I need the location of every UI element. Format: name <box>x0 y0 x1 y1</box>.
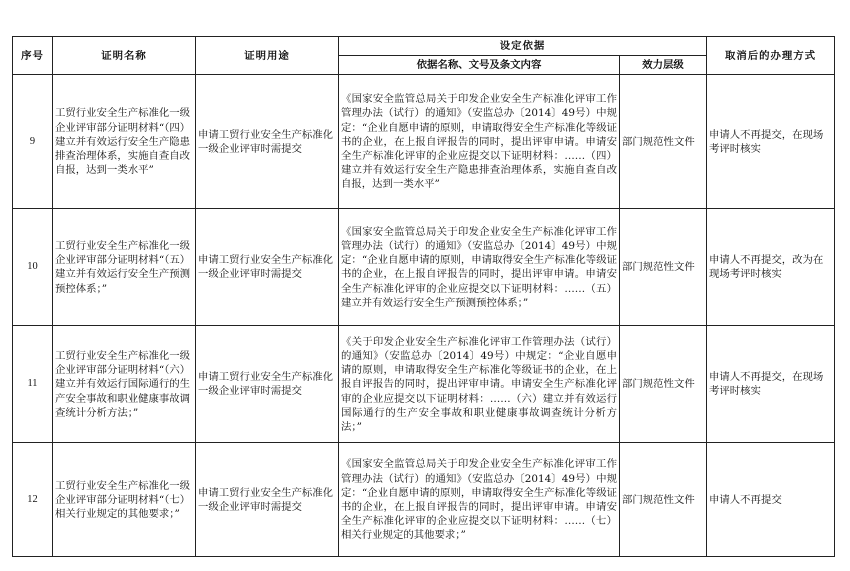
row-level: 部门规范性文件 <box>620 443 707 557</box>
row-purpose: 申请工贸行业安全生产标准化一级企业评审时需提交 <box>196 326 339 443</box>
row-name: 工贸行业安全生产标准化一级企业评审部分证明材料“（五）建立并有效运行安全生产预测预控体系；” <box>53 209 196 326</box>
row-level: 部门规范性文件 <box>620 326 707 443</box>
table-row <box>13 326 835 443</box>
header-basis-content: 依据名称、文号及条文内容 <box>339 56 620 75</box>
header-purpose: 证明用途 <box>196 37 339 75</box>
header-effect-level: 效力层级 <box>620 56 707 75</box>
row-handling: 申请人不再提交，改为在现场考评时核实 <box>707 209 835 326</box>
row-level: 部门规范性文件 <box>620 75 707 209</box>
header-basis-group: 设定依据 <box>339 37 707 56</box>
header-seq: 序号 <box>13 37 53 75</box>
row-seq: 10 <box>13 209 53 326</box>
row-handling: 申请人不再提交 <box>707 443 835 557</box>
row-basis: 《国家安全监管总局关于印发企业安全生产标准化评审工作管理办法（试行）的通知》（安监总办〔2014〕49号）中规定：“企业自愿申请的原则，申请取得安全生产标准化等级证书的企业，在上报自评报告的同时，提出评审申请。申请安全生产标准化评审的企业应提交以下证明材料：……（五）建立并有效运行安全生产预测预控体系；” <box>339 209 620 326</box>
row-basis: 《国家安全监管总局关于印发企业安全生产标准化评审工作管理办法（试行）的通知》（安监总办〔2014〕49号）中规定：“企业自愿申请的原则，申请取得安全生产标准化等级证书的企业，在上报自评报告的同时，提出评审申请。申请安全生产标准化评审的企业应提交以下证明材料：……（四）建立并有效运行安全生产隐患排查治理体系，实施自查自改自报，达到一类水平” <box>339 75 620 209</box>
row-handling: 申请人不再提交，在现场考评时核实 <box>707 326 835 443</box>
row-name: 工贸行业安全生产标准化一级企业评审部分证明材料“（四）建立并有效运行安全生产隐患排查治理体系，实施自查自改自报，达到一类水平” <box>53 75 196 209</box>
row-handling: 申请人不再提交，在现场考评时核实 <box>707 75 835 209</box>
table-row <box>13 75 835 209</box>
row-level: 部门规范性文件 <box>620 209 707 326</box>
header-name: 证明名称 <box>53 37 196 75</box>
row-seq: 11 <box>13 326 53 443</box>
certificate-table <box>12 36 835 557</box>
row-name: 工贸行业安全生产标准化一级企业评审部分证明材料“（六）建立并有效运行国际通行的生产安全事故和职业健康事故调查统计分析方法；” <box>53 326 196 443</box>
row-seq: 12 <box>13 443 53 557</box>
row-purpose: 申请工贸行业安全生产标准化一级企业评审时需提交 <box>196 209 339 326</box>
table-row <box>13 443 835 557</box>
row-purpose: 申请工贸行业安全生产标准化一级企业评审时需提交 <box>196 443 339 557</box>
table-row <box>13 209 835 326</box>
row-basis: 《国家安全监管总局关于印发企业安全生产标准化评审工作管理办法（试行）的通知》（安监总办〔2014〕49号）中规定：“企业自愿申请的原则，申请取得安全生产标准化等级证书的企业，在上报自评报告的同时，提出评审申请。申请安全生产标准化评审的企业应提交以下证明材料：……（七）相关行业规定的其他要求；” <box>339 443 620 557</box>
row-seq: 9 <box>13 75 53 209</box>
row-basis: 《关于印发企业安全生产标准化评审工作管理办法（试行）的通知》（安监总办〔2014〕49号）中规定：“企业自愿申请的原则，申请取得安全生产标准化等级证书的企业，在上报自评报告的同时，提出评审申请。申请安全生产标准化评审的企业应提交以下证明材料：……（六）建立并有效运行国际通行的生产安全事故和职业健康事故调查统计分析方法；” <box>339 326 620 443</box>
row-purpose: 申请工贸行业安全生产标准化一级企业评审时需提交 <box>196 75 339 209</box>
row-name: 工贸行业安全生产标准化一级企业评审部分证明材料“（七）相关行业规定的其他要求；” <box>53 443 196 557</box>
header-handling: 取消后的办理方式 <box>707 37 835 75</box>
